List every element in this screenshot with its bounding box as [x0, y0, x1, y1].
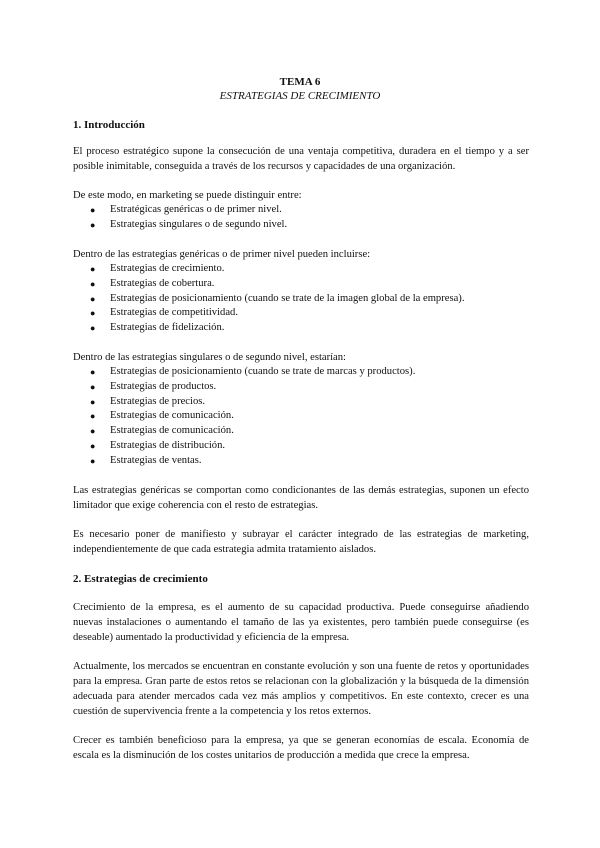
- intro-paragraph: El proceso estratégico supone la consecución de una ventaja competitiva, duradera en el tiempo y a ser posible inimitable, conseguida a través de los recursos y capacidades de una organización.: [73, 146, 529, 172]
- distinguish-lead: De este modo, en marketing se puede distinguir entre:: [73, 190, 302, 201]
- section1-heading: 1. Introducción: [73, 119, 145, 131]
- bullet-icon: ●: [90, 411, 96, 422]
- generic-lead: Dentro de las estrategias genéricas o de primer nivel pueden incluirse:: [73, 249, 371, 260]
- bullet-icon: ●: [90, 278, 96, 289]
- bullet-icon: ●: [90, 308, 96, 319]
- bullet-icon: ●: [90, 381, 96, 392]
- list-item: ● Estrategias de comunicación.: [73, 424, 415, 439]
- bullet-icon: ●: [90, 293, 96, 304]
- bullet-icon: ●: [90, 264, 96, 274]
- list-item: ● Estrategias de precios.: [73, 395, 415, 410]
- singular-list: [73, 365, 415, 469]
- bullet-icon: ●: [90, 219, 96, 230]
- integrated-paragraph: Es necesario poner de manifiesto y subrayar el carácter integrado de las estrategias de marketing, independientemente de que cada estrategia admita tratamiento aislados.: [73, 529, 529, 555]
- bullet-icon: ●: [90, 426, 96, 437]
- list-item: ● Estrategias de productos.: [73, 380, 415, 395]
- list-item: ● Estratégicas genéricas o de primer nivel.: [73, 203, 287, 218]
- list-item: ● Estrategias de crecimiento.: [73, 262, 464, 277]
- bullet-icon: ●: [90, 367, 96, 377]
- generic-list: [73, 262, 464, 336]
- bullet-icon: ●: [90, 440, 96, 451]
- list-item: ● Estrategias de posicionamiento (cuando se trate de marcas y productos).: [73, 365, 415, 380]
- bullet-icon: ●: [90, 205, 96, 215]
- list-item: ● Estrategias de ventas.: [73, 454, 415, 469]
- list-item: ● Estrategias de posicionamiento (cuando se trate de la imagen global de la empresa).: [73, 292, 464, 307]
- list-item: ● Estrategias de fidelización.: [73, 321, 464, 336]
- conditioning-paragraph: Las estrategias genéricas se comportan como condicionantes de las demás estrategias, suponen un efecto limitador que exige coherencia con el resto de estrategias.: [73, 485, 529, 511]
- tema-title: TEMA 6: [279, 76, 321, 88]
- section2-heading: 2. Estrategias de crecimiento: [73, 573, 208, 585]
- scale-paragraph: Crecer es también beneficioso para la empresa, ya que se generan economías de escala. Economía de escala es la disminución de los costes unitarios de producción a medida que crece la empresa.: [73, 735, 529, 761]
- bullet-icon: ●: [90, 455, 96, 466]
- list-item: ● Estrategias singulares o de segundo nivel.: [73, 218, 287, 233]
- list-item: ● Estrategias de distribución.: [73, 439, 415, 454]
- distinguish-list: [73, 203, 287, 233]
- tema-subtitle: ESTRATEGIAS DE CRECIMIENTO: [219, 90, 381, 102]
- bullet-icon: ●: [90, 323, 96, 334]
- list-item: ● Estrategias de comunicación.: [73, 409, 415, 424]
- growth-paragraph: Crecimiento de la empresa, es el aumento de su capacidad productiva. Puede conseguirse añadiendo nuevas instalaciones o aumentando el tamaño de las ya existentes, pero también puede conseguirse (es deseable) aumentado la productividad y eficiencia de la empresa.: [73, 602, 529, 643]
- list-item: ● Estrategias de competitividad.: [73, 306, 464, 321]
- singular-lead: Dentro de las estrategias singulares o de segundo nivel, estarían:: [73, 352, 347, 363]
- markets-paragraph: Actualmente, los mercados se encuentran en constante evolución y son una fuente de retos y oportunidades para la empresa. Gran parte de estos retos se relacionan con la globalización y la búsqueda de la dimensión adecuada para atender mercados cada vez más amplios y competitivos. En este contexto, crecer es una cuestión de supervivencia frente a la competencia y los retos externos.: [73, 661, 529, 717]
- list-item: ● Estrategias de cobertura.: [73, 277, 464, 292]
- bullet-icon: ●: [90, 396, 96, 407]
